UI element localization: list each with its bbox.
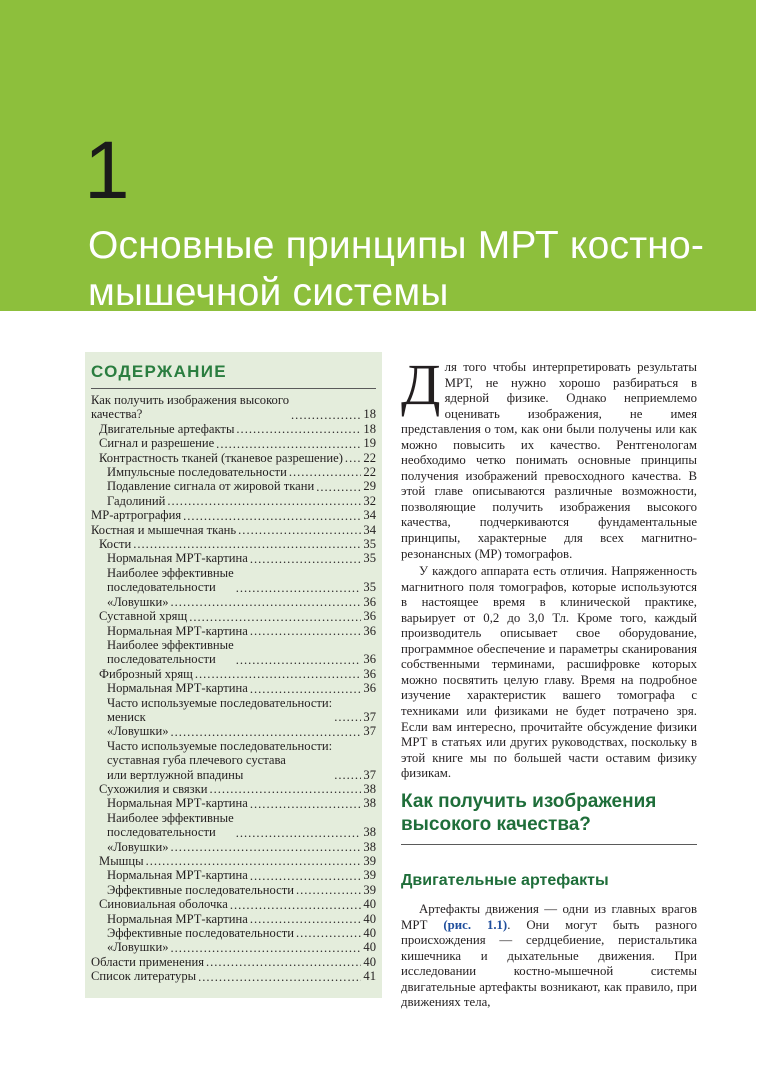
toc-entry[interactable] <box>91 667 376 681</box>
toc-entry-label: Эффективные последовательности <box>107 882 294 897</box>
toc-entry-page: 38 <box>363 781 376 796</box>
toc-entry[interactable] <box>91 926 376 940</box>
toc-entry-label: Наиболее эффективные последовательности <box>107 637 234 667</box>
toc-entry-page: 36 <box>363 623 376 638</box>
toc-leader-dots <box>133 539 361 549</box>
toc-entry[interactable] <box>91 739 376 782</box>
toc-entry[interactable] <box>91 393 376 422</box>
chapter-number: 1 <box>84 125 130 216</box>
toc-entry-page: 38 <box>363 796 376 811</box>
toc-entry[interactable] <box>91 912 376 926</box>
toc-leader-dots <box>250 626 362 636</box>
toc-entry[interactable] <box>91 955 376 969</box>
intro-paragraph-text: ля того чтобы интерпретировать результаты МРТ, не нужно хорошо разбираться в ядерной физике. Однако неприемлемо оценивать изображения, не имея представления о том, как они были получены или как можно повысить их качество. Рентгенологам необходимо четко понимать основные принципы получения изображений превосходного качества. В этой главе описываются различные возможности, позволяющие получить изображения высокого качества, подчеркиваются фундаментальные принципы, характерные для всех магнитно-резонансных (МР) томографов. <box>401 360 697 561</box>
toc-entry-label: Нормальная МРТ-картина <box>107 796 248 811</box>
toc-entry-page: 39 <box>363 854 376 868</box>
toc-entry-page: 37 <box>363 709 376 724</box>
toc-entry-label: Двигательные артефакты <box>99 421 235 436</box>
toc-entry-page: 40 <box>363 954 376 969</box>
toc-entry[interactable] <box>91 479 376 493</box>
toc-leader-dots <box>189 612 361 622</box>
toc-entry-page: 39 <box>363 882 376 897</box>
toc-leader-dots <box>171 943 362 953</box>
toc-entry[interactable] <box>91 508 376 522</box>
toc-entry[interactable] <box>91 595 376 609</box>
toc-entry-label: Импульсные последовательности <box>107 465 287 480</box>
toc-entry-page: 36 <box>363 652 376 667</box>
toc-entry-label: Нормальная МРТ-картина <box>107 911 248 926</box>
toc-entry-label: Наиболее эффективные последовательности <box>107 810 234 840</box>
toc-entry-label: Эффективные последовательности <box>107 926 294 941</box>
chapter-header-band <box>0 0 756 314</box>
toc-leader-dots <box>296 928 361 938</box>
toc-entry[interactable] <box>91 681 376 695</box>
toc-entry-label: Сигнал и разрешение <box>99 436 215 451</box>
toc-leader-dots <box>171 727 362 737</box>
toc-entry-label: Костная и мышечная ткань <box>91 522 237 537</box>
toc-leader-dots <box>230 900 362 910</box>
toc-entry-page: 35 <box>363 580 376 595</box>
toc-entry[interactable] <box>91 451 376 465</box>
toc-entry-label: Часто используемые последовательности: мениск <box>107 695 333 724</box>
intro-text <box>401 352 697 782</box>
toc-entry-page: 18 <box>363 421 376 436</box>
toc-entry-label: Области применения <box>91 954 204 969</box>
toc-entry[interactable] <box>91 624 376 638</box>
section-heading: Как получить изображения высокого качества? <box>401 790 697 845</box>
toc-leader-dots <box>238 525 361 535</box>
toc-entry-label: Кости <box>99 537 132 552</box>
toc-entry-label: Как получить изображения высокого качества? <box>91 393 290 422</box>
toc-entry-label: «Ловушки» <box>107 594 169 609</box>
toc-entry-page: 19 <box>363 436 376 451</box>
toc-entry-label: МР-артрография <box>91 508 182 523</box>
toc-leader-dots <box>195 669 362 679</box>
toc-entry-label: Нормальная МРТ-картина <box>107 868 248 883</box>
toc-entry-page: 40 <box>363 926 376 941</box>
toc-entry[interactable] <box>91 638 376 667</box>
toc-entry[interactable] <box>91 436 376 450</box>
toc-entry-label: Список литературы <box>91 969 197 984</box>
paragraph-2: У каждого аппарата есть отличия. Напряженность магнитного поля томографов, которые используются в настоящее время в клинической практике, варьирует от 0,2 до 3,0 Тл. Кроме того, каждый производитель описывает свое оборудование, программное обеспечение и параметры сканирования собственными терминами, расшифровке которых можно посвятить целую главу. Время на подробное изучение характеристик вашего томографа с техниками или физиками не будет потрачено зря. Если вам интересно, прочитайте обсуждение физики МРТ в статьях или других руководствах, поскольку в этой книге мы по большей части оставим физику физикам. <box>401 564 697 781</box>
toc-entry-page: 35 <box>363 537 376 552</box>
paragraph-3 <box>401 902 697 1011</box>
toc-leader-dots <box>209 784 361 794</box>
toc-entry-label: Сухожилия и связки <box>99 781 208 796</box>
toc-entry[interactable] <box>91 811 376 840</box>
toc-entry-label: Контрастность тканей (тканевое разрешение) <box>99 450 343 465</box>
toc-entry-label: «Ловушки» <box>107 839 169 854</box>
toc-leader-dots <box>291 410 361 420</box>
toc-leader-dots <box>345 453 361 463</box>
chapter-title: Основные принципы МРТ костно-мышечной системы <box>88 224 705 314</box>
toc-leader-dots <box>334 712 361 722</box>
toc-leader-dots <box>236 655 362 665</box>
toc-entry-page: 38 <box>363 825 376 840</box>
toc-leader-dots <box>289 467 362 477</box>
subsection-heading: Двигательные артефакты <box>401 872 609 889</box>
toc-entry-page: 40 <box>363 940 376 955</box>
toc-leader-dots <box>206 957 361 967</box>
toc-leader-dots <box>250 914 362 924</box>
toc-leader-dots <box>250 684 362 694</box>
toc-leader-dots <box>236 828 362 838</box>
toc-entry[interactable] <box>91 537 376 551</box>
toc-leader-dots <box>250 871 362 881</box>
toc-entry-label: Мышцы <box>99 854 144 868</box>
table-of-contents <box>85 352 382 998</box>
toc-entry-page: 40 <box>363 897 376 912</box>
toc-entry-page: 32 <box>363 493 376 508</box>
intro-paragraph <box>401 352 697 562</box>
toc-entry[interactable] <box>91 969 376 983</box>
toc-leader-dots <box>316 482 361 492</box>
toc-entry-page: 34 <box>363 522 376 537</box>
toc-leader-dots <box>334 770 361 780</box>
toc-entry-page: 39 <box>363 868 376 883</box>
toc-leader-dots <box>171 597 362 607</box>
toc-entry[interactable] <box>91 782 376 796</box>
toc-entry-label: Гадолиний <box>107 493 166 508</box>
toc-entry[interactable] <box>91 883 376 897</box>
toc-entry[interactable] <box>91 566 376 595</box>
toc-leader-dots <box>250 799 362 809</box>
toc-leader-dots <box>236 424 361 434</box>
toc-leader-dots <box>236 583 362 593</box>
toc-entry[interactable] <box>91 609 376 623</box>
toc-leader-dots <box>250 554 362 564</box>
toc-entry-label: Нормальная МРТ-картина <box>107 681 248 696</box>
toc-entry[interactable] <box>91 422 376 436</box>
toc-entry[interactable] <box>91 854 376 868</box>
toc-entry[interactable] <box>91 940 376 954</box>
toc-entry[interactable] <box>91 696 376 725</box>
paragraph-3-start: Артефакты движения — одни из главных врагов МРТ <box>401 902 697 932</box>
toc-entry[interactable] <box>91 868 376 882</box>
toc-entry-label: Нормальная МРТ-картина <box>107 551 248 566</box>
toc-entry[interactable] <box>91 494 376 508</box>
toc-entry-label: Фиброзный хрящ <box>99 666 193 681</box>
drop-cap: Д <box>401 352 441 417</box>
toc-entry-page: 36 <box>363 681 376 696</box>
toc-entry[interactable] <box>91 796 376 810</box>
toc-entry-page: 37 <box>363 767 376 782</box>
toc-entry-page: 40 <box>363 911 376 926</box>
paragraph-3-end: . Они могут быть разного происхождения — сердцебиение, перистальтика кишечника и дыхательные движения. При исследовании костно-мышечной системы двигательные артефакты возникают, как правило, при движениях тела, <box>401 917 697 1010</box>
toc-entry-page: 22 <box>363 465 376 480</box>
toc-entry-page: 37 <box>363 724 376 739</box>
toc-list <box>91 393 376 984</box>
toc-leader-dots <box>146 856 362 866</box>
toc-leader-dots <box>296 885 361 895</box>
toc-entry[interactable] <box>91 465 376 479</box>
toc-leader-dots <box>183 511 361 521</box>
toc-entry-page: 22 <box>363 450 376 465</box>
toc-entry-label: Синовиальная оболочка <box>99 897 228 912</box>
toc-entry-page: 36 <box>363 666 376 681</box>
toc-entry-page: 38 <box>363 839 376 854</box>
toc-entry-label: Нормальная МРТ-картина <box>107 623 248 638</box>
toc-entry-page: 41 <box>363 969 376 984</box>
toc-entry-page: 35 <box>363 551 376 566</box>
toc-entry-label: «Ловушки» <box>107 724 169 739</box>
toc-entry-label: Суставной хрящ <box>99 609 188 624</box>
toc-entry[interactable] <box>91 840 376 854</box>
toc-entry-page: 18 <box>363 407 376 422</box>
toc-entry[interactable] <box>91 523 376 537</box>
toc-entry-label: Наиболее эффективные последовательности <box>107 565 234 595</box>
toc-entry-label: Подавление сигнала от жировой ткани <box>107 479 315 494</box>
toc-entry-page: 29 <box>363 479 376 494</box>
toc-entry-label: Часто используемые последовательности: суставная губа плечевого сустава или вертлужной впадины <box>107 738 333 782</box>
figure-reference-link[interactable]: (рис. 1.1) <box>443 917 508 932</box>
toc-leader-dots <box>171 842 362 852</box>
toc-entry-page: 34 <box>363 508 376 523</box>
section-text <box>401 902 697 1011</box>
toc-leader-dots <box>216 439 361 449</box>
toc-entry-page: 36 <box>363 594 376 609</box>
toc-entry[interactable] <box>91 897 376 911</box>
toc-entry-label: «Ловушки» <box>107 940 169 955</box>
toc-leader-dots <box>167 496 361 506</box>
toc-heading: СОДЕРЖАНИЕ <box>91 362 376 389</box>
toc-entry-page: 36 <box>363 609 376 624</box>
toc-entry[interactable] <box>91 551 376 565</box>
toc-leader-dots <box>198 972 361 982</box>
toc-entry[interactable] <box>91 724 376 738</box>
